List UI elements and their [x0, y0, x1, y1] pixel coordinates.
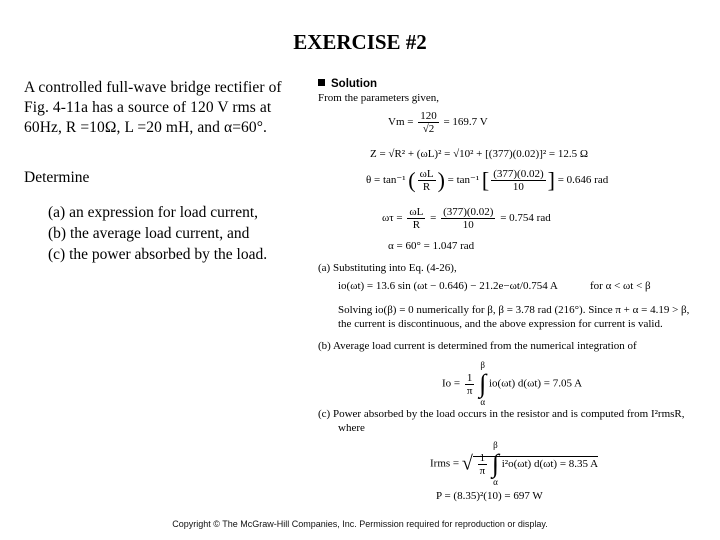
part-a-text: (a) Substituting into Eq. (4-26),: [318, 262, 457, 274]
vm-lhs: Vm =: [388, 116, 414, 129]
theta-lhs: θ = tan⁻¹: [366, 174, 406, 187]
problem-parts: [24, 202, 314, 265]
part-b-equation: [442, 360, 582, 408]
part-a-solve-2: the current is discontinuous, and the above expression for current is valid.: [338, 318, 663, 330]
determine-label: Determine: [24, 169, 90, 186]
theta-fraction-1: [418, 168, 436, 193]
wt-den: R: [412, 219, 421, 231]
integral-icon: ∫: [491, 449, 499, 478]
wt-equation: [382, 206, 551, 231]
alpha-equation: α = 60° = 1.047 rad: [388, 240, 475, 252]
slide-title: EXERCISE #2: [293, 30, 427, 54]
theta-num: ωL: [419, 168, 434, 180]
io-lhs: Io =: [442, 377, 461, 390]
problem-line-1: A controlled full-wave bridge rectifier of: [24, 79, 282, 96]
irms-fraction: [478, 452, 488, 477]
solution-heading: [318, 78, 377, 90]
problem-line-2: Fig. 4-11a has a source of 120 V rms at: [24, 99, 272, 116]
irms-frac-num: 1: [479, 451, 486, 464]
irms-integrand: i²o(ωt) d(ωt) = 8.35 A: [501, 457, 599, 470]
power-equation: P = (8.35)²(10) = 697 W: [436, 490, 543, 502]
part-a-range: for α < ωt < β: [590, 280, 651, 292]
io-int-top: β: [480, 360, 485, 370]
theta-rhs: = 0.646 rad: [557, 174, 609, 187]
wt-den-2: 10: [462, 219, 474, 231]
wt-mid: =: [430, 212, 437, 225]
theta-num-2: (377)(0.02): [493, 168, 544, 180]
io-frac-den: π: [466, 384, 473, 397]
part-a-solve-1: Solving io(β) = 0 numerically for β, β = 3.78 rad (216°). Since π + α = 4.19 > β,: [338, 304, 690, 316]
part-b-text: (b) Average load current is determined from the numerical integration of: [318, 340, 637, 352]
irms-lhs: Irms =: [430, 457, 460, 470]
theta-den-2: 10: [512, 181, 524, 193]
copyright-notice: Copyright © The McGraw-Hill Companies, Inc. Permission required for reproduction or display.: [172, 519, 548, 529]
part-c-equation: [430, 440, 598, 488]
irms-radicand: [473, 440, 599, 487]
solution-panel: [318, 78, 713, 508]
irms-int-bot: α: [493, 477, 498, 487]
wt-rhs: = 0.754 rad: [500, 212, 551, 225]
vm-rhs: = 169.7 V: [443, 116, 488, 129]
irms-integral-limits: [492, 440, 499, 488]
theta-mid: = tan⁻¹: [447, 174, 480, 187]
z-equation: Z = √R² + (ωL)² = √10² + [(377)(0.02)]² = 12.5 Ω: [370, 148, 589, 160]
wt-fraction-2: [441, 206, 495, 231]
wt-fraction-1: [407, 206, 425, 231]
theta-den: R: [422, 181, 431, 193]
wt-num: ωL: [409, 206, 424, 218]
part-a-equation: io(ωt) = 13.6 sin (ωt − 0.646) − 21.2e−ωt/0.754 A: [338, 280, 558, 292]
irms-int-top: β: [493, 440, 498, 450]
vm-num: 120: [420, 110, 437, 122]
part-a: (a) an expression for load current,: [48, 204, 259, 221]
theta-equation: θ = tan⁻¹ ( $\frac{\omega L}{R}$ ) = tan⁻¹ [ $\frac{(377)(0.02)}{10}$ ] = 0.646 rad: [366, 167, 609, 193]
solution-intro: From the parameters given,: [318, 92, 439, 104]
sqrt-icon: √: [461, 452, 473, 475]
io-frac-num: 1: [466, 371, 473, 384]
io-fraction: [465, 372, 475, 397]
vm-equation: [388, 110, 488, 135]
wt-lhs: ωτ =: [382, 212, 403, 225]
integral-icon: ∫: [479, 369, 487, 398]
part-c-text-1: (c) Power absorbed by the load occurs in the resistor and is computed from I²rmsR,: [318, 408, 685, 420]
solution-heading-text: Solution: [331, 78, 377, 90]
io-integral-limits: [479, 360, 486, 408]
theta-fraction-2: [491, 168, 545, 193]
part-c: (c) the power absorbed by the load.: [48, 246, 268, 263]
problem-line-3: 60Hz, R =10Ω, L =20 mH, and α=60°.: [24, 119, 268, 136]
problem-statement: [24, 78, 314, 265]
bullet-square-icon: [318, 79, 325, 86]
io-rhs: io(ωt) d(ωt) = 7.05 A: [489, 377, 583, 390]
vm-den: √2: [422, 123, 435, 135]
irms-frac-den: π: [479, 464, 486, 477]
wt-num-2: (377)(0.02): [443, 206, 494, 218]
io-int-bot: α: [480, 397, 486, 407]
part-c-text-2: where: [338, 422, 365, 434]
vm-fraction: [418, 110, 439, 135]
part-b: (b) the average load current, and: [48, 225, 250, 242]
